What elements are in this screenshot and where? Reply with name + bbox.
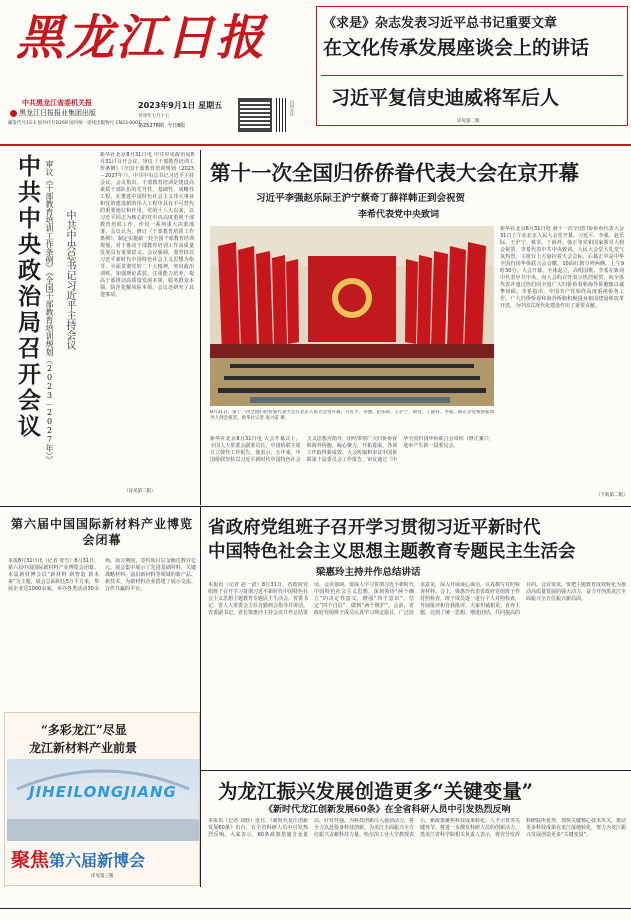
top-headline-kicker[interactable]: 《求是》杂志发表习近平总书记重要文章 [323,16,558,31]
expo-promo[interactable] [4,712,200,886]
expo-promo-subtitle: 龙江新材料产业前景 [29,741,138,755]
qr-code-2[interactable] [276,98,288,132]
expo-promo-jump: 详见第三版 [91,874,114,879]
main-story-subhead1: 习近平李强赵乐际王沪宁蔡奇丁薛祥韩正到会祝贺 [256,193,466,204]
expo-venue-banner: JIHEILONGJIANG [29,783,177,801]
qr-code[interactable] [238,98,272,132]
main-story-subhead2: 李希代表党中央致词 [358,210,440,220]
lunar-date: 癸卯年七月十七 [138,114,170,119]
masthead-codes [8,120,141,126]
expo-venue-image [7,759,199,841]
left-story [4,150,200,505]
party-story-body: 本报讯（记者 赵一诺）8月31日，省政府党组班子召开学习贯彻习近平新时代中国特色社会主义思想主题教育专题民主生活会。省委书记、省人大常委会主任许勤到会指导并讲话。省委副书记、省长梁惠玲主持会议并作总结讲话。会议强调，要深入学习贯彻习近平新时代中国特色社会主义思想，深刻领悟“两个确立”的决定性意义，增强“四个意识”、坚定“四个自信”、做到“两个维护”。会前，省政府党组班子成员认真学习规定篇目，广泛征求意见，深入开展谈心谈话，认真撰写对照检查材料。会上，梁惠玲代表省政府党组班子作对照检查，班子成员逐一进行个人对照检查，开展批评和自我批评。大家坦诚相见、直奔主题，达到了统一思想、增进团结、共同提高的目的。会议要求，要把主题教育成效转化为推动高质量发展的强大动力，奋力开创黑龙江全面振兴全方位振兴新局面。 [208,582,626,616]
date-block [138,100,234,129]
bottom-story [204,772,628,906]
publisher-text: 黑龙江日报报业集团出版 [19,109,96,117]
left-story-body: 新华社北京8月31日电 中共中央政治局8月31日召开会议，审议《干部教育培训工作条例》《全国干部教育培训规划（2023－2027年）》。中共中央总书记习近平主持会议。会议指出，干部教育培训是建设高素质干部队伍的先导性、基础性、战略性工程，在推进中国特色社会主义伟大事业和党的建设新的伟大工程中具有不可替代的重要地位和作用。党的十八大以来，以习近平同志为核心的党中央高度重视干部教育培训工作，作出一系列重大决策部署。会议认为，修订《干部教育培训工作条例》、制定实施新一轮全国干部教育培训规划，对于推动干部教育培训工作高质量发展具有重要意义。会议强调，要坚持以习近平新时代中国特色社会主义思想为指导，全面贯彻党的二十大精神，突出政治训练，加强理论武装，注重能力培养，提高干部推动高质量发展本领、服务群众本领、防范化解风险本领。会议还研究了其他事项。 [100,152,194,298]
masthead [0,0,631,150]
main-photo-caption: 8月31日，第十一次全国归侨侨眷代表大会在北京人民大会堂开幕。习近平、李强、赵乐际、王沪宁、蔡奇、丁薛祥、李希、韩正等党和国家领导人到会祝贺。新华社记者 庞兴雷 摄 [210,410,494,421]
party-story-subhead: 梁惠玲主持并作总结讲话 [316,567,421,578]
expo-promo-quote: “多彩龙江”尽显 [41,723,127,737]
masthead-rule [0,144,631,146]
publisher [10,108,96,118]
page-count: 今日8版 [167,123,186,129]
party-story-headline1[interactable]: 省政府党组班子召开学习贯彻习近平新时代 [208,518,541,538]
masthead-sponsor: 中共黑龙江省委机关报 [22,99,92,107]
bottom-story-headline[interactable]: 为龙江振兴发展创造更多“关键变量” [218,780,533,803]
cn-code: 国内统一连续出版物号 CN23-0001 [69,121,141,126]
main-story-jump: （下转第二版） [596,493,628,498]
bottom-story-subhead: 《新时代龙江创新发展60条》在全省科研人员中引发热烈反响 [264,805,511,815]
main-story [204,150,628,505]
top-headlines-box [316,6,628,126]
qr-caption: 扫码关注 [290,100,295,116]
main-story-body-right: 新华社北京8月31日电 第十一次全国归侨侨眷代表大会31日上午在北京人民大会堂开幕。习近平、李强、赵乐际、王沪宁、蔡奇、丁薛祥、韩正等党和国家领导人到会祝贺，李希代表中共中央致词。人民大会堂大礼堂气氛热烈，主席台上方悬挂着大会会标，后幕正中是中华全国归国华侨联合会会徽，10面红旗分列两侧。上午9时30分，大会开幕。全体起立，高唱国歌。李希在致词中代表中共中央，向大会的召开表示热烈祝贺，向全体代表并通过你们向全国广大归侨侨眷和海外侨胞致以诚挚问候。李希指出，中国共产党始终高度重视侨务工作。广大归侨侨眷和海外侨胞积极投身祖国建设和改革开放，为中国式现代化建设作出了重要贡献。 [500,226,624,309]
congress-hall-image [210,226,494,406]
masthead-title: 黑龙江日报 [16,10,267,66]
focus-word: 聚焦 [11,849,50,871]
main-story-headline[interactable]: 第十一次全国归侨侨眷代表大会在京开幕 [210,161,579,185]
expo-focus-label [11,845,145,872]
party-story [204,510,628,770]
left-story-headline[interactable]: 中共中央政治局召开会议 [14,154,41,440]
left-story-jump: （详见第二版） [124,489,156,494]
main-photo[interactable] [210,226,494,406]
party-story-headline2[interactable]: 中国特色社会主义思想主题教育专题民主生活会 [208,542,576,562]
issue-info [138,122,234,129]
top-headline-second[interactable]: 习近平复信史迪威将军后人 [331,87,560,109]
issn-line: 邮发代号13-1 国外代号D269 [8,121,68,126]
focus-rest: 第六届新博会 [49,851,146,870]
expo-story-headline[interactable]: 第六届中国国际新材料产业博览会闭幕 [10,517,193,547]
left-story-subhead2: 审议《干部教育培训工作条例》《全国干部教育培训规划（2023－2027年）》 [45,160,54,464]
main-story-body-bottom: 新华社北京8月31日电 大会开幕式上，全国人大常委会副委员长、中国侨联主席万立骏作工作报告。他表示，五年来，中国侨联坚持以习近平新时代中国特色社会主义思想为指导，团结带领广大归侨侨眷和海外侨胞，凝心聚力、开拓进取，各项工作取得新成效。大会听取和审议中国侨联第十届委员会工作报告，审议通过《中华全国归国华侨联合会章程（修正案）》，选举产生新一届委员会。 [210,436,494,463]
expo-story [4,510,200,710]
top-headline-main[interactable]: 在文化传承发展座谈会上的讲话 [323,37,590,59]
expo-story-body: 本报8月31日讯（记者 张雪）8月31日，第六届中国国际新材料产业博览会闭幕。本届新材博会以“新材料 新智造 新未来”为主题，展会总面积达5万平方米，参展企业达1000余家，举办各类活动30余场。展会期间，签约项目总金额达数百亿元。展会集中展示了先进基础材料、关键战略材料、前沿新材料等领域的新产品、新技术，为新材料企业搭建了展示交流、合作共赢的平台。 [8,558,196,592]
publisher-logo-icon [10,110,17,117]
issue-date: 2023年9月1日 星期五 [138,101,223,110]
left-story-subhead1: 中共中央总书记习近平主持会议 [64,210,75,350]
top-headlines-jump: 详见第二版 [457,119,480,124]
bottom-story-body: 本报讯（记者 刘欣）近日，《新时代龙江创新发展60条》出台，在全省科研人员中引发热烈反响。大家表示，60条政策措施含金量高、针对性强，为科技创新注入强劲动力，将全力以赴投身科技创新，为龙江全面振兴全方位振兴贡献科技力量。哈尔滨工业大学教授表示，新政策聚焦科技成果转化、人才引育等关键环节，将进一步激发科研人员的创新活力。黑龙江省科学院相关负责人表示，将充分发挥科研院所优势，加快关键核心技术攻关，推动更多科技成果在龙江落地转化，努力为龙江振兴发展创造更多“关键变量”。 [208,818,626,838]
issue-number: 第25278期 [138,123,164,129]
